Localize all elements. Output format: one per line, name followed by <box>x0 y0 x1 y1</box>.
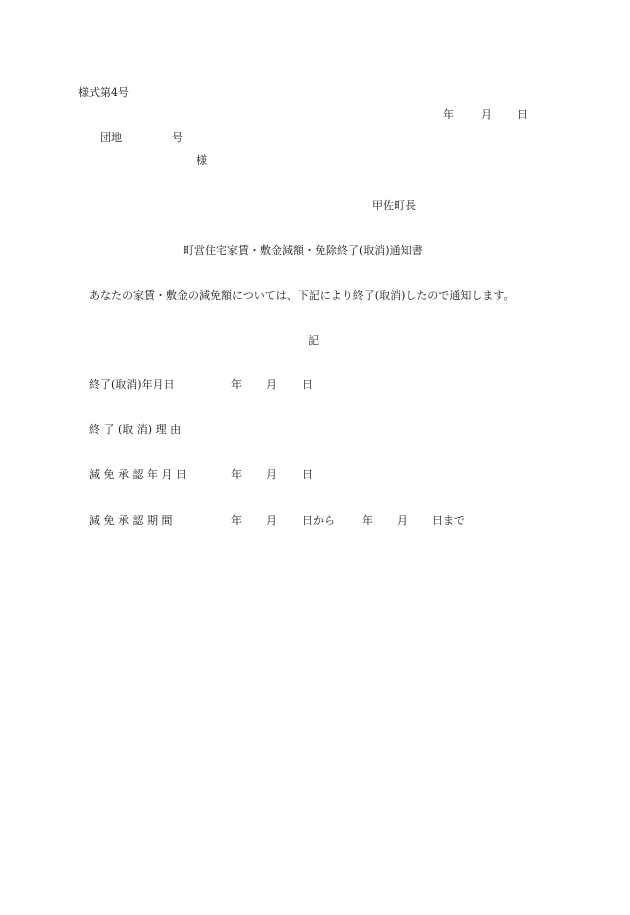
approval-period-to-month: 月 <box>397 514 408 527</box>
end-date-year: 年 <box>231 378 242 391</box>
end-date-month: 月 <box>266 378 277 391</box>
approval-date-year: 年 <box>231 468 242 481</box>
body-text: あなたの家賃・敷金の減免額については、下記により終了(取消)したので通知します。 <box>89 289 515 302</box>
addressee-sama: 様 <box>196 154 207 167</box>
approval-date-label: 減 免 承 認 年 月 日 <box>89 468 187 481</box>
approval-period-to-day: 日まで <box>432 514 465 527</box>
approval-period-from-month: 月 <box>266 514 277 527</box>
approval-period-to-year: 年 <box>362 514 373 527</box>
date-year-label: 年 <box>443 108 454 121</box>
sender-name: 甲佐町長 <box>372 199 416 212</box>
approval-date-month: 月 <box>266 468 277 481</box>
ki-heading: 記 <box>308 334 319 347</box>
approval-period-from-year: 年 <box>231 514 242 527</box>
end-date-label: 終了(取消)年月日 <box>89 378 175 391</box>
document-title: 町営住宅家賃・敷金減額・免除終了(取消)通知書 <box>183 244 423 257</box>
end-date-day: 日 <box>302 378 313 391</box>
end-reason-label: 終 了 (取 消) 理 由 <box>89 423 182 436</box>
approval-period-label: 減 免 承 認 期 間 <box>89 514 173 527</box>
addressee-go: 号 <box>172 131 183 144</box>
addressee-danchi: 団地 <box>100 131 122 144</box>
date-month-label: 月 <box>481 108 492 121</box>
form-number: 様式第4号 <box>78 86 129 99</box>
date-day-label: 日 <box>517 108 528 121</box>
approval-period-from-day: 日から <box>302 514 335 527</box>
approval-date-day: 日 <box>302 468 313 481</box>
